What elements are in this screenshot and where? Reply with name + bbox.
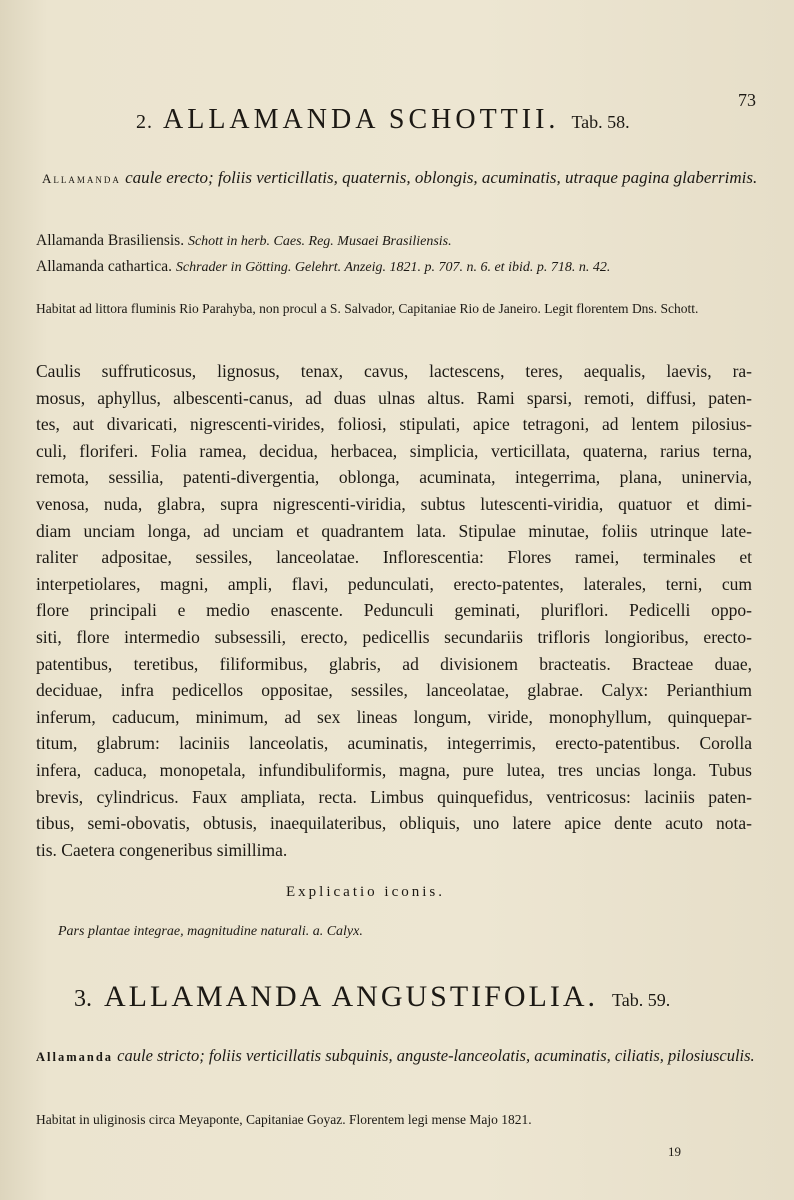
page-number: 73 <box>738 90 756 110</box>
species-1-description <box>36 358 752 863</box>
description-line: siti, flore intermedio subsessili, erecto, pedicellis secundariis trifloris longioribus, erecto- <box>36 626 752 647</box>
species-2-habitat: Habitat in uliginosis circa Meyaponte, Capitaniae Goyaz. Florentem legi mense Majo 1821. <box>36 1112 532 1127</box>
synonym-reference: Schrader in Götting. Gelehrt. Anzeig. 1821. p. 707. n. 6. et ibid. p. 718. n. 42. <box>175 260 611 275</box>
description-line: titum, glabrum: laciniis lanceolatis, acuminatis, integerrimis, erecto-patentibus. Corolla <box>36 733 752 754</box>
description-line: deciduae, infra pedicellos oppositae, sessiles, lanceolatae, glabrae. Calyx: Perianthium <box>36 680 752 701</box>
synonym-name: Allamanda Brasiliensis. <box>36 232 185 249</box>
synonym-reference: Schott in herb. Caes. Reg. Musaei Brasiliensis. <box>187 234 452 249</box>
signature-mark: 19 <box>668 1144 681 1159</box>
species-1-title: ALLAMANDA SCHOTTII. <box>163 104 560 135</box>
species-2-plate-ref: Tab. 59. <box>612 990 671 1010</box>
species-2-number: 3. <box>74 986 92 1012</box>
description-line: mosus, aphyllus, albescenti-canus, ad duas ulnas altus. Rami sparsi, remoti, diffusi, paten- <box>36 387 752 408</box>
diagnosis-lead: Allamanda <box>42 171 121 186</box>
description-line: infera, caduca, monopetala, infundibuliformis, magna, pure lutea, tres uncias longa. Tubus <box>36 759 752 780</box>
synonym-1 <box>36 232 452 250</box>
description-line: remota, sessilia, patenti-divergentia, oblonga, acuminata, integerrima, plana, uninervia, <box>36 467 752 488</box>
description-line: inferum, caducum, minimum, ad sex lineas longum, viride, monophyllum, quinquepar- <box>36 706 752 727</box>
species-2-title: ALLAMANDA ANGUSTIFOLIA. <box>104 980 598 1013</box>
species-1-diagnosis <box>42 164 762 193</box>
description-line: tis. Caetera congeneribus simillima. <box>36 839 288 860</box>
diagnosis-text: caule erecto; foliis verticillatis, quaternis, oblongis, acuminatis, utraque pagina glaberrimis. <box>125 168 758 187</box>
description-line: tibus, semi-obovatis, obtusis, inaequilateribus, obliquis, uno latere apice dente acuto nota- <box>36 813 752 834</box>
diagnosis-lead: Allamanda <box>36 1050 114 1064</box>
diagnosis-text: caule stricto; foliis verticillatis subquinis, anguste-lanceolatis, acuminatis, ciliatis, pilosiusculis. <box>117 1046 755 1065</box>
species-1-plate-ref: Tab. 58. <box>571 112 630 132</box>
synonym-2 <box>36 258 610 276</box>
description-line: brevis, cylindricus. Faux ampliata, recta. Limbus quinquefidus, ventricosus: laciniis paten- <box>36 786 752 807</box>
description-line: tes, aut divaricati, nigrescenti-virides, foliosi, stipulati, apice tetragoni, ad lentem pilosius- <box>36 414 752 435</box>
explicatio-text: Pars plantae integrae, magnitudine naturali. a. Calyx. <box>58 924 363 939</box>
synonym-name: Allamanda cathartica. <box>36 258 172 275</box>
species-2-heading <box>74 980 670 1014</box>
description-line: flore principali e medio enascente. Pedunculi geminati, pluriflori. Pedicelli oppo- <box>36 600 752 621</box>
species-1-habitat: Habitat ad littora fluminis Rio Parahyba, non procul a S. Salvador, Capitaniae Rio de Janeiro. Legit florentem Dns. Schott. <box>36 301 699 316</box>
species-1-number: 2. <box>136 111 153 133</box>
description-line: culi, floriferi. Folia ramea, decidua, herbacea, simplicia, verticillata, quaterna, rarius terna, <box>36 440 752 461</box>
description-line: venosa, nuda, glabra, supra nigrescenti-viridia, subtus lutescenti-viridia, quatuor et dimi- <box>36 493 752 514</box>
description-line: Caulis suffruticosus, lignosus, tenax, cavus, lactescens, teres, aequalis, laevis, ra- <box>36 361 752 381</box>
description-line: interpetiolares, magni, ampli, flavi, pedunculati, erecto-patentes, laterales, terni, cum <box>36 573 752 594</box>
description-line: patentibus, teretibus, filiformibus, glabris, ad divisionem bracteatis. Bracteae duae, <box>36 653 752 674</box>
description-line: diam unciam longa, ad unciam et quadrantem lata. Stipulae minutae, foliis utrinque late- <box>36 520 752 541</box>
description-line: raliter adpositae, sessiles, lanceolatae. Inflorescentia: Flores ramei, terminales et <box>36 547 752 568</box>
species-1-heading <box>136 104 630 136</box>
explicatio-heading: Explicatio iconis. <box>286 884 445 900</box>
species-2-diagnosis <box>36 1044 756 1069</box>
